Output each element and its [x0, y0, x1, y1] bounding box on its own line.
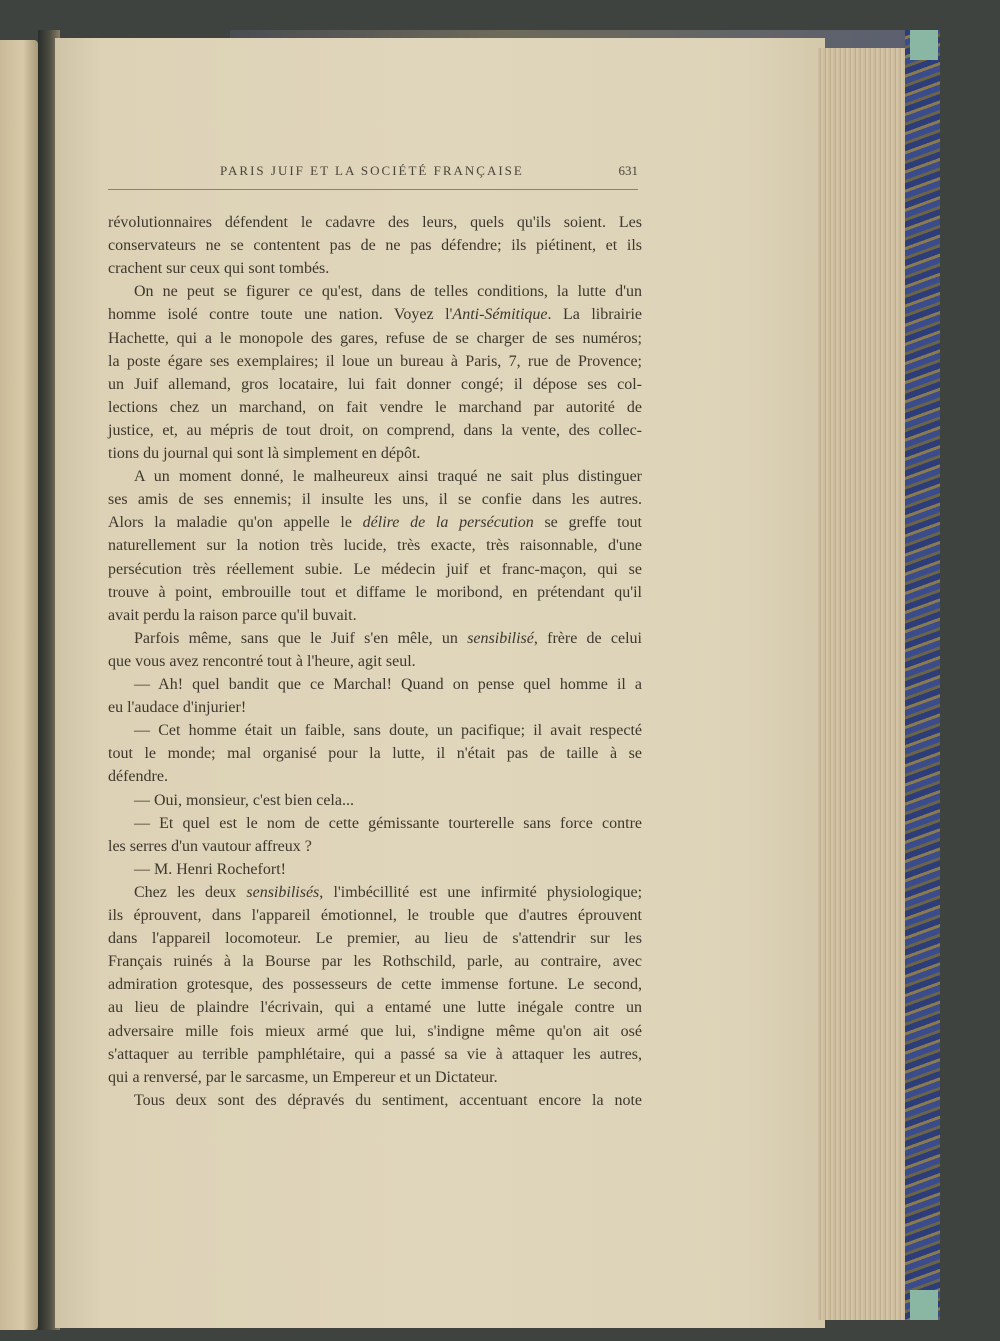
text-segment: , l'imbécillité est une infirmité physiologique; — [319, 883, 643, 901]
text-segment: admiration grotesque, des possesseurs de cette immense fortune. Le second, — [108, 976, 642, 994]
running-title: PARIS JUIF ET LA SOCIÉTÉ FRANÇAISE — [220, 163, 524, 178]
facing-page-edge — [0, 40, 38, 1330]
text-line — [108, 996, 642, 1019]
text-segment: persécution très réellement subie. Le médecin juif et franc-maçon, qui se — [108, 560, 642, 578]
text-segment: lections chez un marchand, on fait vendre le marchand par autorité de — [108, 398, 642, 416]
text-segment: révolutionnaires défendent le cadavre des leurs, quels qu'ils soient. Les — [108, 214, 642, 231]
cover-corner-bottom — [910, 1290, 938, 1320]
text-line — [108, 558, 642, 581]
text-segment: conservateurs ne se contentent pas de ne pas défendre; ils piétinent, et ils — [108, 237, 642, 255]
text-segment: qui a renversé, par le sarcasme, un Empereur et un Dictateur. — [108, 1068, 498, 1086]
text-line — [108, 257, 642, 280]
italic-text: Anti-Sémitique — [452, 306, 548, 324]
text-line — [108, 511, 642, 534]
text-segment: trouve à point, embrouille tout et diffame le moribond, en prétendant qu'il — [108, 583, 642, 601]
text-segment: un Juif allemand, gros locataire, lui fait donner congé; il dépose ses col- — [108, 375, 642, 393]
text-segment: — Ah! quel bandit que ce Marchal! Quand on pense quel homme il a — [134, 676, 642, 693]
text-line — [108, 211, 642, 234]
text-line — [108, 234, 642, 257]
text-line — [108, 973, 642, 996]
text-line — [108, 1066, 642, 1089]
text-line — [108, 442, 642, 465]
text-line — [108, 465, 642, 488]
text-line — [108, 719, 642, 742]
text-segment: dans l'appareil locomoteur. Le premier, au lieu de s'attendrir sur les — [108, 930, 642, 948]
text-segment: — Et quel est le nom de cette gémissante tourterelle sans force contre — [134, 814, 642, 832]
text-line — [108, 789, 642, 812]
italic-text: sensibilisé — [467, 629, 534, 647]
text-segment: — M. Henri Rochefort! — [134, 860, 286, 878]
text-segment: les serres d'un vautour affreux ? — [108, 837, 312, 855]
text-segment: naturellement sur la notion très lucide, très exacte, très raisonnable, d'une — [108, 537, 642, 555]
text-segment: que vous avez rencontré tout à l'heure, agit seul. — [108, 652, 416, 670]
text-line — [108, 904, 642, 927]
text-segment: justice, et, au mépris de tout droit, on comprend, dans la vente, des collec- — [108, 421, 642, 439]
text-line — [108, 765, 642, 788]
italic-text: sensibilisés — [246, 883, 320, 901]
text-segment: tout le monde; mal organisé pour la lutte, il n'était pas de taille à se — [108, 745, 642, 763]
text-segment: — Cet homme était un faible, sans doute, un pacifique; il avait respecté — [134, 722, 642, 740]
text-line — [108, 1020, 642, 1043]
marbled-cover — [905, 30, 940, 1320]
text-segment: avait perdu la raison parce qu'il buvait. — [108, 606, 357, 624]
italic-text: délire de la persécution — [362, 514, 534, 532]
text-line — [108, 1043, 642, 1066]
text-line — [108, 627, 642, 650]
text-segment: Tous deux sont des dépravés du sentiment, accentuant encore la note — [134, 1091, 642, 1109]
text-line — [108, 927, 642, 950]
text-line — [108, 419, 642, 442]
text-line — [108, 881, 642, 904]
text-segment: adversaire mille fois mieux armé que lui, s'indigne même qu'on ait osé — [108, 1022, 642, 1040]
running-header — [108, 160, 638, 182]
text-segment: On ne peut se figurer ce qu'est, dans de telles conditions, la lutte d'un — [134, 283, 642, 301]
text-line — [108, 280, 642, 303]
text-segment: crachent sur ceux qui sont tombés. — [108, 260, 330, 278]
text-line — [108, 858, 642, 881]
text-segment: défendre. — [108, 768, 168, 786]
text-line — [108, 488, 642, 511]
text-segment: Parfois même, sans que le Juif s'en mêle, un — [134, 629, 468, 647]
text-segment: se greffe tout — [533, 514, 642, 532]
text-line — [108, 303, 642, 326]
text-line — [108, 581, 642, 604]
text-line — [108, 673, 642, 696]
text-segment: Alors la maladie qu'on appelle le — [108, 514, 363, 532]
text-line — [108, 327, 642, 350]
page-number: 631 — [618, 163, 638, 178]
text-segment: Chez les deux — [134, 883, 247, 901]
text-segment: ils éprouvent, dans l'appareil émotionnel, le trouble que d'autres éprouvent — [108, 907, 642, 924]
text-segment: . La librairie — [547, 306, 643, 324]
text-line — [108, 396, 642, 419]
text-line — [108, 373, 642, 396]
text-segment: eu l'audace d'injurier! — [108, 699, 247, 717]
text-segment: Hachette, qui a le monopole des gares, refuse de se charger de ses numéros; — [108, 329, 642, 347]
text-line — [108, 1089, 642, 1112]
page-edges — [818, 48, 910, 1320]
text-segment: homme isolé contre toute une nation. Voyez l' — [108, 306, 453, 324]
text-segment: la poste égare ses exemplaires; il loue un bureau à Paris, 7, rue de Provence; — [108, 352, 642, 370]
text-line — [108, 950, 642, 973]
cover-corner-top — [910, 30, 938, 60]
header-rule — [108, 189, 638, 190]
text-segment: Français ruinés à la Bourse par les Rothschild, parle, au contraire, avec — [108, 953, 642, 971]
text-segment: s'attaquer au terrible pamphlétaire, qui a passé sa vie à attaquer les autres, — [108, 1045, 642, 1063]
text-line — [108, 835, 642, 858]
text-line — [108, 650, 642, 673]
text-segment: A un moment donné, le malheureux ainsi traqué ne sait plus distinguer — [134, 468, 642, 486]
text-segment: , frère de celui — [533, 629, 642, 647]
text-line — [108, 534, 642, 557]
text-segment: tions du journal qui sont là simplement en dépôt. — [108, 445, 421, 462]
text-segment: — Oui, monsieur, c'est bien cela... — [134, 791, 354, 809]
text-line — [108, 604, 642, 627]
text-line — [108, 812, 642, 835]
text-segment: ses amis de ses ennemis; il insulte les uns, il se confie dans les autres. — [108, 491, 642, 509]
text-line — [108, 742, 642, 765]
text-line — [108, 696, 642, 719]
text-line — [108, 350, 642, 373]
text-segment: au lieu de plaindre l'écrivain, qui a entamé une lutte inégale contre un — [108, 999, 642, 1017]
